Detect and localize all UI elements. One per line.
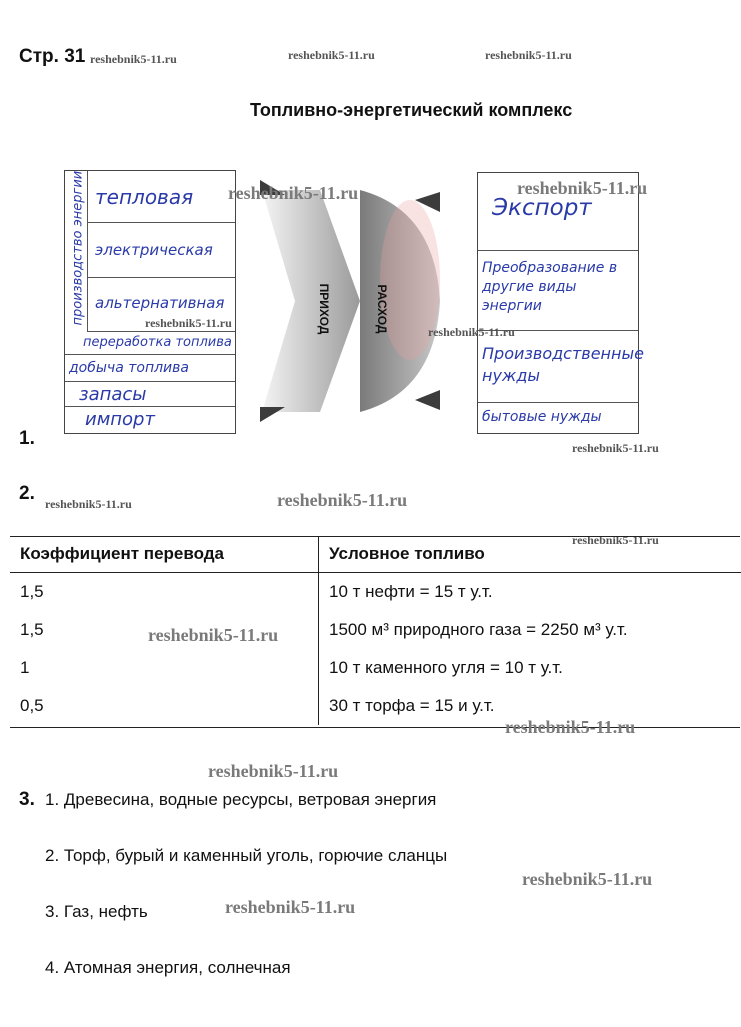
watermark: reshebnik5-11.ru	[572, 533, 659, 547]
income-row	[65, 355, 235, 382]
income-arrow	[262, 190, 360, 412]
task3-number: 3.	[19, 789, 35, 810]
income-row	[65, 407, 235, 432]
answer-line: 3. Газ, нефть	[45, 902, 148, 921]
expense-item: Производственные нужды	[482, 344, 644, 385]
column-header: Коэффициент перевода	[10, 536, 319, 573]
income-item: запасы	[79, 384, 147, 405]
income-row	[87, 171, 235, 223]
equivalent-cell: 10 т каменного угля = 10 т у.т.	[329, 658, 563, 677]
income-item: тепловая	[95, 185, 194, 209]
income-arrow-label-wrap	[314, 272, 334, 352]
equivalent-cell: 1500 м³ природного газа = 2250 м³ у.т.	[329, 620, 628, 639]
rotated-label-cell	[65, 171, 88, 332]
income-row	[65, 382, 235, 407]
page-title: Топливно-энергетический комплекс	[250, 100, 573, 120]
income-item: переработка топлива	[83, 335, 232, 350]
watermark: reshebnik5-11.ru	[517, 178, 648, 198]
answer-line: 1. Древесина, водные ресурсы, ветровая энергия	[45, 790, 437, 809]
watermark: reshebnik5-11.ru	[572, 441, 659, 455]
income-item: импорт	[85, 409, 155, 430]
coefficient-cell: 0,5	[10, 687, 319, 725]
page-reference: Стр. 31	[19, 46, 86, 67]
watermark: reshebnik5-11.ru	[505, 717, 636, 737]
watermark: reshebnik5-11.ru	[288, 48, 375, 62]
watermark: reshebnik5-11.ru	[208, 761, 339, 781]
watermark: reshebnik5-11.ru	[145, 316, 232, 330]
income-table	[64, 170, 236, 434]
answer-line: 4. Атомная энергия, солнечная	[45, 958, 291, 977]
answer-line: 2. Торф, бурый и каменный уголь, горючие сланцы	[45, 846, 448, 865]
equivalent-cell: 30 т торфа = 15 и у.т.	[329, 696, 495, 715]
income-item: добыча топлива	[69, 360, 189, 376]
income-row	[87, 223, 235, 278]
task2-number: 2.	[19, 483, 35, 504]
income-row	[65, 332, 235, 355]
coefficient-cell: 1,5	[10, 611, 319, 649]
expense-row	[478, 331, 644, 403]
watermark: reshebnik5-11.ru	[485, 48, 572, 62]
income-arrow-label: ПРИХОД	[317, 283, 331, 335]
expense-arrow-label-wrap	[372, 272, 392, 352]
expense-table	[477, 172, 644, 434]
income-item: альтернативная	[95, 294, 225, 312]
watermark: reshebnik5-11.ru	[428, 325, 515, 339]
expense-arrow-label: РАСХОД	[375, 284, 389, 334]
watermark: reshebnik5-11.ru	[148, 625, 279, 645]
expense-row	[478, 403, 638, 433]
column-header: Условное топливо	[319, 536, 741, 573]
watermark: reshebnik5-11.ru	[228, 183, 359, 203]
table-row	[10, 649, 741, 687]
table-row	[10, 611, 741, 649]
watermark: reshebnik5-11.ru	[225, 897, 356, 917]
expense-item: бытовые нужды	[482, 409, 602, 425]
watermark: reshebnik5-11.ru	[45, 497, 132, 511]
expense-item: Преобразование в другие виды энергии	[482, 260, 618, 314]
watermark: reshebnik5-11.ru	[90, 52, 177, 66]
expense-item: Экспорт	[492, 195, 592, 221]
arrows-graphic	[240, 170, 440, 432]
table-header-row	[10, 536, 741, 573]
expense-row	[478, 251, 638, 331]
watermark: reshebnik5-11.ru	[522, 869, 653, 889]
table-row	[10, 573, 741, 612]
production-label: производство энергии	[70, 170, 86, 326]
conversion-table	[10, 536, 741, 725]
coefficient-cell: 1	[10, 649, 319, 687]
equivalent-cell: 10 т нефти = 15 т у.т.	[329, 582, 493, 601]
income-item: электрическая	[95, 241, 213, 259]
task1-number: 1.	[19, 428, 35, 449]
watermark: reshebnik5-11.ru	[277, 490, 408, 510]
coefficient-cell: 1,5	[10, 573, 319, 612]
